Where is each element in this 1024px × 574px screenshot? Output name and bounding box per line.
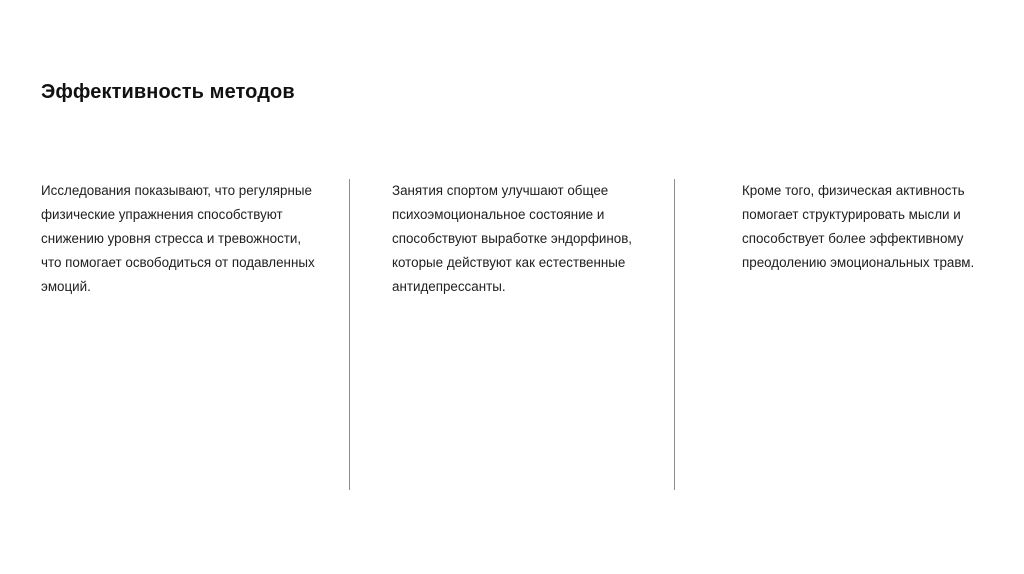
column-divider: [349, 179, 350, 490]
column-text-2: Занятия спортом улучшают общее психоэмоциональное состояние и способствуют выработке эндорфинов, которые действуют как естественные антидепрессанты.: [392, 183, 633, 294]
column-text-1: Исследования показывают, что регулярные физические упражнения способствуют снижению уровня стресса и тревожности, что помогает освободиться от подавленных эмоций.: [41, 183, 315, 294]
column-divider: [674, 179, 675, 490]
column-text-3: Кроме того, физическая активность помогает структурировать мысли и способствует более эффективному преодолению эмоциональных травм.: [742, 183, 975, 270]
slide-title: Эффективность методов: [41, 81, 295, 103]
